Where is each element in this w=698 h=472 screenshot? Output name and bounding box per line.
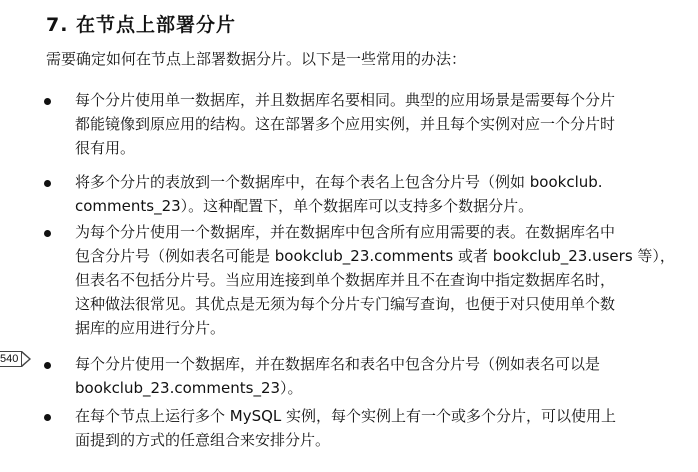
bullet-item-3 xyxy=(75,220,675,340)
bullet-marker xyxy=(44,230,51,237)
intro-paragraph: 需要确定如何在节点上部署数据分片。以下是一些常用的办法： xyxy=(46,50,467,68)
bullet-line: 每个分片使用一个数据库，并在数据库名和表名中包含分片号（例如表名可以是 xyxy=(75,355,601,373)
bullet-line: 这种做法很常见。其优点是无须为每个分片专门编写查询，也便于对只使用单个数 xyxy=(75,295,616,313)
bullet-line: 很有用。 xyxy=(75,139,136,157)
bullet-line: 在每个节点上运行多个 MySQL 实例，每个实例上有一个或多个分片，可以使用上 xyxy=(75,407,617,425)
bullet-line: 都能镜像到原应用的结构。这在部署多个应用实例，并且每个实例对应一个分片时 xyxy=(75,115,616,133)
bullet-line: comments_23）。这种配置下，单个数据库可以支持多个数据分片。 xyxy=(75,197,534,215)
bullet-line: 据库的应用进行分片。 xyxy=(75,319,226,337)
bullet-marker xyxy=(44,414,51,421)
bullet-item-4 xyxy=(75,352,675,400)
bullet-line: 为每个分片使用一个数据库，并在数据库中包含所有应用需要的表。在数据库名中 xyxy=(75,223,616,241)
bullet-line: 但表名不包括分片号。当应用连接到单个数据库并且不在查询中指定数据库名时， xyxy=(75,271,616,289)
page-number-marker xyxy=(0,350,31,368)
bullet-item-2 xyxy=(75,170,675,218)
section-heading: 7. 在节点上部署分片 xyxy=(46,14,237,36)
page-number: 540 xyxy=(0,351,22,367)
bullet-line: 包含分片号（例如表名可能是 bookclub_23.comments 或者 bookclub_23.users 等）， xyxy=(75,247,675,265)
bullet-marker xyxy=(44,98,51,105)
bullet-line: 每个分片使用单一数据库，并且数据库名要相同。典型的应用场景是需要每个分片 xyxy=(75,91,616,109)
bullet-item-5 xyxy=(75,404,675,452)
bullet-line: bookclub_23.comments_23）。 xyxy=(75,379,303,397)
arrow-right-icon xyxy=(22,351,31,367)
bullet-line: 将多个分片的表放到一个数据库中，在每个表名上包含分片号（例如 bookclub. xyxy=(75,173,603,191)
bullet-item-1 xyxy=(75,88,675,160)
bullet-marker xyxy=(44,180,51,187)
bullet-marker xyxy=(44,362,51,369)
bullet-line: 面提到的方式的任意组合来安排分片。 xyxy=(75,431,331,449)
